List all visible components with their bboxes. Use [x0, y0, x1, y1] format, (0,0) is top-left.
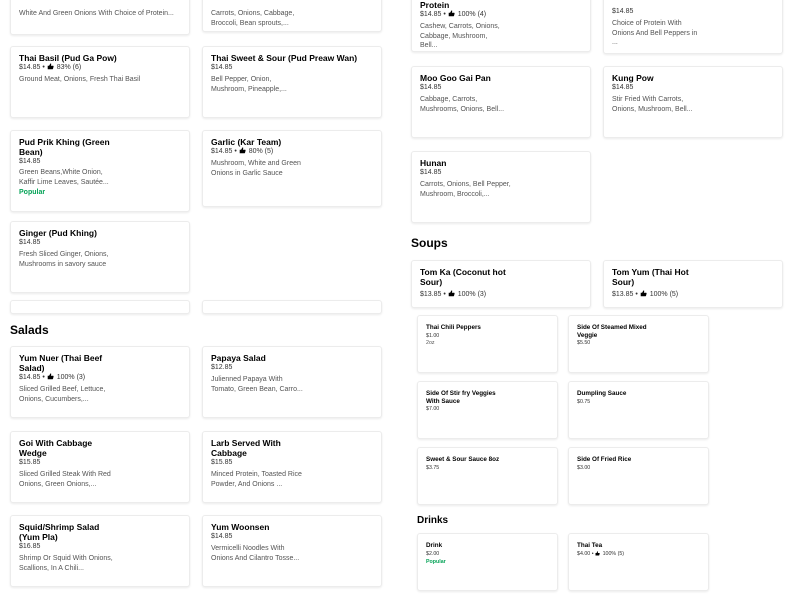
- menu-item-card[interactable]: [417, 447, 558, 505]
- item-title: Yum Nuer (Thai Beef Salad): [19, 353, 103, 373]
- item-rating: 100% (5): [649, 291, 679, 298]
- menu-item-card[interactable]: [202, 431, 382, 503]
- menu-item-card[interactable]: [10, 346, 190, 418]
- item-price-row: $14.85 • 100% (3): [19, 374, 86, 381]
- item-price: $3.00: [577, 464, 591, 471]
- menu-item-card[interactable]: [10, 431, 190, 503]
- item-description: Green Beans,White Onion, Kaffir Lime Leaves, Sautée...: [19, 169, 109, 186]
- item-title: Side Of Fried Rice: [577, 456, 632, 463]
- menu-item-card[interactable]: [568, 315, 709, 373]
- item-title: Protein: [420, 0, 450, 10]
- item-description: Ground Meat, Onions, Fresh Thai Basil: [19, 76, 141, 83]
- item-title: Squid/Shrimp Salad (Yum Pla): [19, 522, 100, 542]
- item-price: $4.00: [577, 550, 591, 557]
- popular-badge: Popular: [19, 189, 46, 196]
- item-title: Kung Pow: [612, 73, 654, 83]
- item-price: $0.75: [577, 398, 591, 405]
- menu-item-card[interactable]: [603, 260, 783, 308]
- menu-item-card[interactable]: [417, 381, 558, 439]
- item-rating: 83% (6): [56, 64, 82, 71]
- item-title: Goi With Cabbage Wedge: [19, 438, 93, 458]
- item-price: $14.85: [612, 84, 634, 91]
- item-price: $2.00: [426, 550, 440, 557]
- item-price-row: $14.85 • 80% (5): [211, 148, 274, 155]
- item-price: $12.85: [211, 364, 233, 371]
- item-description: Cabbage, Carrots, Mushrooms, Onions, Bell...: [420, 96, 505, 113]
- item-rating: 100% (3): [457, 291, 487, 298]
- item-price: $14.85: [211, 64, 233, 71]
- item-price: $14.85: [19, 64, 41, 71]
- item-description: Choice of Protein With Onions And Bell Peppers in ...: [612, 20, 698, 46]
- item-title: Sweet & Sour Sauce 8oz: [426, 456, 500, 463]
- menu-item-card[interactable]: [10, 515, 190, 587]
- item-title: Tom Yum (Thai Hot Sour): [612, 267, 689, 287]
- item-rating: 100% (4): [457, 11, 487, 18]
- item-title: Garlic (Kar Team): [211, 137, 282, 147]
- item-price: $14.85: [19, 239, 41, 246]
- item-description: Sliced Grilled Steak With Red Onions, Green Onions,...: [19, 471, 111, 488]
- item-title: Pud Prik Khing (Green Bean): [19, 137, 110, 157]
- thumbs-up-icon: [239, 147, 246, 154]
- menu-item-card[interactable]: [10, 300, 190, 314]
- thumbs-up-icon: [448, 290, 455, 297]
- item-title: Hunan: [420, 158, 447, 168]
- item-price-row: $14.85 • 83% (6): [19, 64, 82, 71]
- item-title: Side Of Stir fry Veggies With Sauce: [426, 390, 496, 405]
- menu-item-card[interactable]: [411, 0, 591, 52]
- menu-item-card[interactable]: [202, 300, 382, 314]
- menu-item-card[interactable]: [10, 130, 190, 212]
- menu-item-card[interactable]: [202, 46, 382, 118]
- item-description: Bell Pepper, Onion, Mushroom, Pineapple,...: [211, 76, 287, 93]
- thumbs-up-icon: [47, 63, 54, 70]
- menu-item-card[interactable]: [10, 0, 190, 35]
- item-price: $14.85: [211, 533, 233, 540]
- item-description: Carrots, Onions, Cabbage, Broccoli, Bean sprouts,...: [211, 10, 295, 27]
- item-title: Tom Ka (Coconut hot Sour): [420, 267, 506, 287]
- item-price: $15.85: [211, 459, 233, 466]
- item-description: 2oz: [426, 339, 435, 346]
- section-heading-soups: Soups: [411, 236, 448, 250]
- item-title: Dumpling Sauce: [577, 390, 627, 397]
- item-price-row: $4.00 • 100% (5): [577, 550, 625, 557]
- item-price: $14.85: [19, 374, 41, 381]
- item-description: Fresh Sliced Ginger, Onions, Mushrooms in savory sauce: [19, 251, 109, 268]
- item-price: $5.50: [577, 340, 591, 346]
- item-price: $7.00: [426, 406, 440, 412]
- item-price-row: $13.85 • 100% (3): [420, 291, 487, 298]
- item-price: $14.85: [420, 11, 442, 18]
- menu-item-card[interactable]: [202, 130, 382, 207]
- item-description: Vermicelli Noodles With Onions And Cilantro Tosse...: [211, 545, 300, 562]
- item-price: $13.85: [420, 291, 442, 298]
- item-description: Cashew, Carrots, Onions, Cabbage, Mushroom, Bell...: [420, 23, 500, 49]
- thumbs-up-icon: [448, 10, 455, 17]
- menu-item-card[interactable]: [603, 0, 783, 54]
- item-price-row: $13.85 • 100% (5): [612, 291, 679, 298]
- item-description: Minced Protein, Toasted Rice Powder, And Onions ...: [211, 471, 302, 488]
- item-description: Stir Fried With Carrots, Onions, Mushroom, Bell...: [612, 96, 693, 113]
- section-heading-salads: Salads: [10, 323, 49, 337]
- item-title: Thai Basil (Pud Ga Pow): [19, 53, 117, 63]
- item-description: Julienned Papaya With Tomato, Green Bean, Carro...: [211, 376, 303, 393]
- menu-item-card[interactable]: [411, 66, 591, 138]
- menu-item-card[interactable]: [417, 315, 558, 373]
- menu-item-card[interactable]: [202, 346, 382, 418]
- thumbs-up-icon: [640, 290, 647, 297]
- item-price: $1.00: [426, 332, 440, 339]
- section-heading-drinks: Drinks: [417, 515, 449, 526]
- item-price: $14.85: [211, 148, 233, 155]
- menu-item-card[interactable]: [10, 221, 190, 293]
- item-description: Shrimp Or Squid With Onions, Scallions, In A Chili...: [19, 555, 113, 572]
- item-title: Moo Goo Gai Pan: [420, 73, 491, 83]
- menu-item-card[interactable]: [10, 46, 190, 118]
- item-price-row: $14.85 • 100% (4): [420, 11, 487, 18]
- menu-item-card[interactable]: [411, 151, 591, 223]
- item-price: $14.85: [420, 84, 442, 91]
- item-title: Thai Tea: [577, 542, 603, 549]
- item-price: $15.85: [19, 459, 41, 466]
- item-description: Sliced Grilled Beef, Lettuce, Onions, Cucumbers,...: [19, 386, 106, 403]
- menu-item-card[interactable]: [202, 0, 382, 32]
- item-price: $14.85: [19, 158, 41, 165]
- thumbs-up-icon: [595, 551, 600, 556]
- item-title: Side Of Steamed Mixed Veggie: [577, 324, 647, 339]
- item-description: White And Green Onions With Choice of Protein...: [19, 10, 174, 17]
- item-rating: 80% (5): [248, 148, 274, 155]
- item-price: $14.85: [420, 169, 442, 176]
- menu-item-card[interactable]: [568, 381, 709, 439]
- item-description: Carrots, Onions, Bell Pepper, Mushroom, Broccoli,...: [420, 181, 511, 198]
- item-rating: 100% (5): [602, 550, 625, 557]
- item-price: $3.75: [426, 464, 440, 471]
- item-rating: 100% (3): [56, 374, 86, 381]
- menu-item-card[interactable]: [411, 260, 591, 308]
- item-title: Thai Sweet & Sour (Pud Preaw Wan): [211, 53, 358, 63]
- item-title: Ginger (Pud Khing): [19, 228, 97, 238]
- menu-item-card[interactable]: [202, 515, 382, 587]
- item-price: $13.85: [612, 291, 634, 298]
- item-title: Papaya Salad: [211, 353, 266, 363]
- item-title: Larb Served With Cabbage: [211, 438, 281, 458]
- item-price: $16.85: [19, 543, 41, 550]
- thumbs-up-icon: [47, 373, 54, 380]
- item-title: Yum Woonsen: [211, 522, 270, 532]
- menu-item-card[interactable]: [568, 447, 709, 505]
- item-title: Drink: [426, 542, 443, 549]
- item-price: $14.85: [612, 8, 634, 15]
- item-description: Mushroom, White and Green Onions in Garlic Sauce: [211, 160, 301, 177]
- menu-item-card[interactable]: [417, 533, 558, 591]
- popular-badge: Popular: [426, 558, 446, 565]
- menu-item-card[interactable]: [603, 66, 783, 138]
- menu-item-card[interactable]: [568, 533, 709, 591]
- item-title: Thai Chili Peppers: [426, 324, 481, 331]
